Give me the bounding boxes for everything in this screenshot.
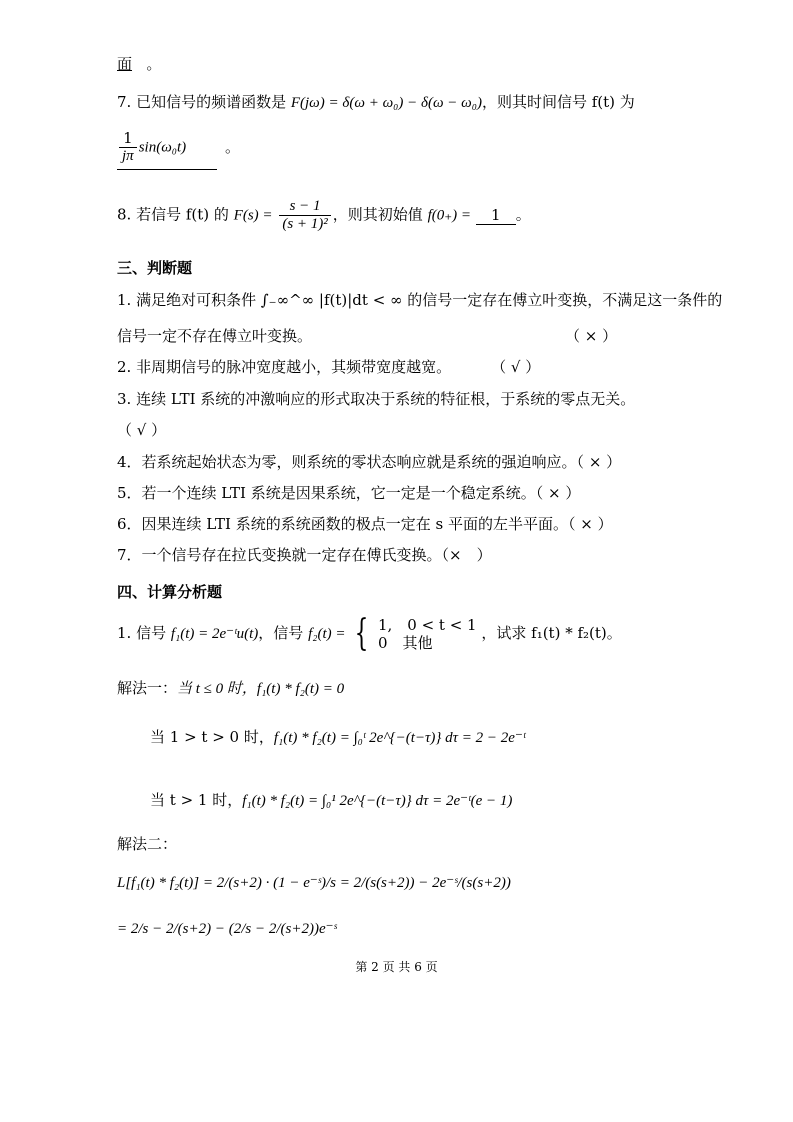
judge-item-3-text: 3. 连续 LTI 系统的冲激响应的形式取决于系统的特征根，于系统的零点无关。 [117, 390, 636, 408]
sol2-label: 解法二： [117, 835, 178, 853]
judge-item-2-text: 2. 非周期信号的脉冲宽度越小，其频带宽度越宽。 [117, 358, 452, 376]
judge-item-5 [117, 483, 580, 503]
judge-item-7 [117, 545, 492, 565]
calc-q1-f2-lhs: f₂(t) = [308, 626, 346, 642]
q7-answer [117, 130, 240, 170]
q7-answer-num: 1 [119, 130, 137, 148]
judge-item-1-cont [117, 326, 618, 346]
calc-q1 [117, 613, 622, 654]
judge-item-7-text: 7．一个信号存在拉氏变换就一定存在傅氏变换。 [117, 546, 442, 564]
sol2-line1 [117, 872, 511, 893]
q6-answer-line [117, 54, 161, 74]
judge-item-5-mark: （ × ） [535, 484, 581, 502]
sol1-case-t-le-0: 当 t ≤ 0 时，f₁(t) * f₂(t) = 0 [177, 681, 345, 697]
sol2-partial-fraction: = 2/s − 2/(s+2) − (2/s − 2/(s+2))e⁻ˢ [117, 921, 337, 937]
sol1-case3-cond: 当 t > 1 时， [150, 791, 243, 809]
q7-formula: F(jω) = δ(ω + ω₀) − δ(ω − ω₀) [290, 95, 482, 111]
sol2-laplace-expr: L[f₁(t) * f₂(t)] = 2/(s+2) · (1 − e⁻ˢ)/s = 2/(s(s+2)) − 2e⁻ˢ/(s(s+2)) [117, 875, 511, 891]
q8-text-mid: ，则其初始值 [332, 205, 428, 224]
q7-answer-tail: sin(ω₀t) [138, 139, 187, 156]
judge-item-1-text2: 信号一定不存在傅立叶变换。 [117, 327, 313, 345]
q7-text-after: ，则其时间信号 f(t) 为 [481, 93, 635, 111]
calc-q1-f1: f₁(t) = 2e⁻ᵗu(t) [170, 626, 259, 642]
calc-q1-mid: ，信号 [258, 624, 309, 642]
judge-item-3-mark: （ √ ） [117, 421, 167, 439]
calc-q1-cases [378, 616, 477, 652]
judge-item-6-text: 6．因果连续 LTI 系统的系统函数的极点一定在 s 平面的左半平面。 [117, 515, 568, 533]
period: 。 [225, 137, 241, 156]
sol1-line2 [150, 727, 525, 748]
judge-item-2 [117, 357, 540, 377]
q8-formula-lhs: F(s) = [233, 207, 273, 224]
q8-frac-num: s − 1 [279, 198, 330, 216]
q8-fraction [279, 198, 330, 233]
judge-item-1-mark: （ × ） [565, 327, 618, 345]
sol1-line1 [117, 678, 344, 699]
q8-frac-den: (s + 1)² [282, 216, 328, 232]
sol1-line3 [150, 790, 512, 811]
judge-item-2-mark: （ √ ） [491, 358, 541, 376]
q8-text: 8. 若信号 f(t) 的 [117, 205, 234, 224]
judge-item-5-text: 5．若一个连续 LTI 系统是因果系统，它一定是一个稳定系统。 [117, 484, 536, 502]
judge-item-6-mark: （ × ） [567, 515, 613, 533]
calc-q1-case2: 0 其他 [377, 634, 433, 652]
section4-heading: 四、计算分析题 [117, 583, 223, 601]
judge-item-1 [117, 290, 722, 310]
judge-item-4-text: 4．若系统起始状态为零，则系统的零状态响应就是系统的强迫响应。 [117, 453, 577, 471]
sol1-label: 解法一： [117, 679, 178, 697]
q7-answer-den: jπ [122, 148, 134, 164]
sol1-case2-cond: 当 1 > t > 0 时， [150, 728, 274, 746]
judge-item-6 [117, 514, 613, 534]
q7-question [117, 92, 635, 113]
sol1-case3-expr: f₁(t) * f₂(t) = ∫₀¹ 2e^{−(t−τ)} dτ = 2e⁻ᵗ(e − 1) [242, 793, 513, 809]
q8-init-lhs: f(0₊) = [427, 207, 472, 224]
page-footer: 第 2 页 共 6 页 [355, 960, 438, 974]
q8-answer: 1 [476, 206, 516, 225]
calc-q1-case1: 1, 0 < t < 1 [377, 616, 477, 634]
q6-answer: 面 [117, 55, 133, 73]
judge-item-3-mark-line [117, 420, 166, 440]
q7-answer-box [117, 130, 217, 170]
q7-answer-fraction [119, 130, 137, 165]
sol2-line2 [117, 918, 337, 939]
calc-q1-suffix: ，试求 f₁(t) * f₂(t)。 [481, 624, 622, 642]
judge-item-4 [117, 452, 621, 472]
section3-heading: 三、判断题 [117, 259, 193, 277]
period: 。 [146, 55, 162, 73]
judge-item-3 [117, 389, 635, 409]
calc-q1-prefix: 1. 信号 [117, 624, 171, 642]
judge-item-4-mark: （ × ） [576, 453, 622, 471]
judge-item-1-text: 1. 满足绝对可积条件 ∫₋∞^∞ |f(t)|dt < ∞ 的信号一定存在傅立叶变换，不满足这一条件的 [117, 291, 723, 309]
sol1-case2-expr: f₁(t) * f₂(t) = ∫₀ᵗ 2e^{−(t−τ)} dτ = 2 − 2e⁻ᵗ [273, 730, 526, 746]
period: 。 [515, 205, 531, 224]
q7-text: 7. 已知信号的频谱函数是 [117, 93, 291, 111]
q8-question [117, 198, 531, 233]
left-brace-icon: { [354, 613, 369, 654]
judge-item-7-mark: （× ） [441, 546, 492, 564]
sol2-label-line [117, 834, 177, 854]
